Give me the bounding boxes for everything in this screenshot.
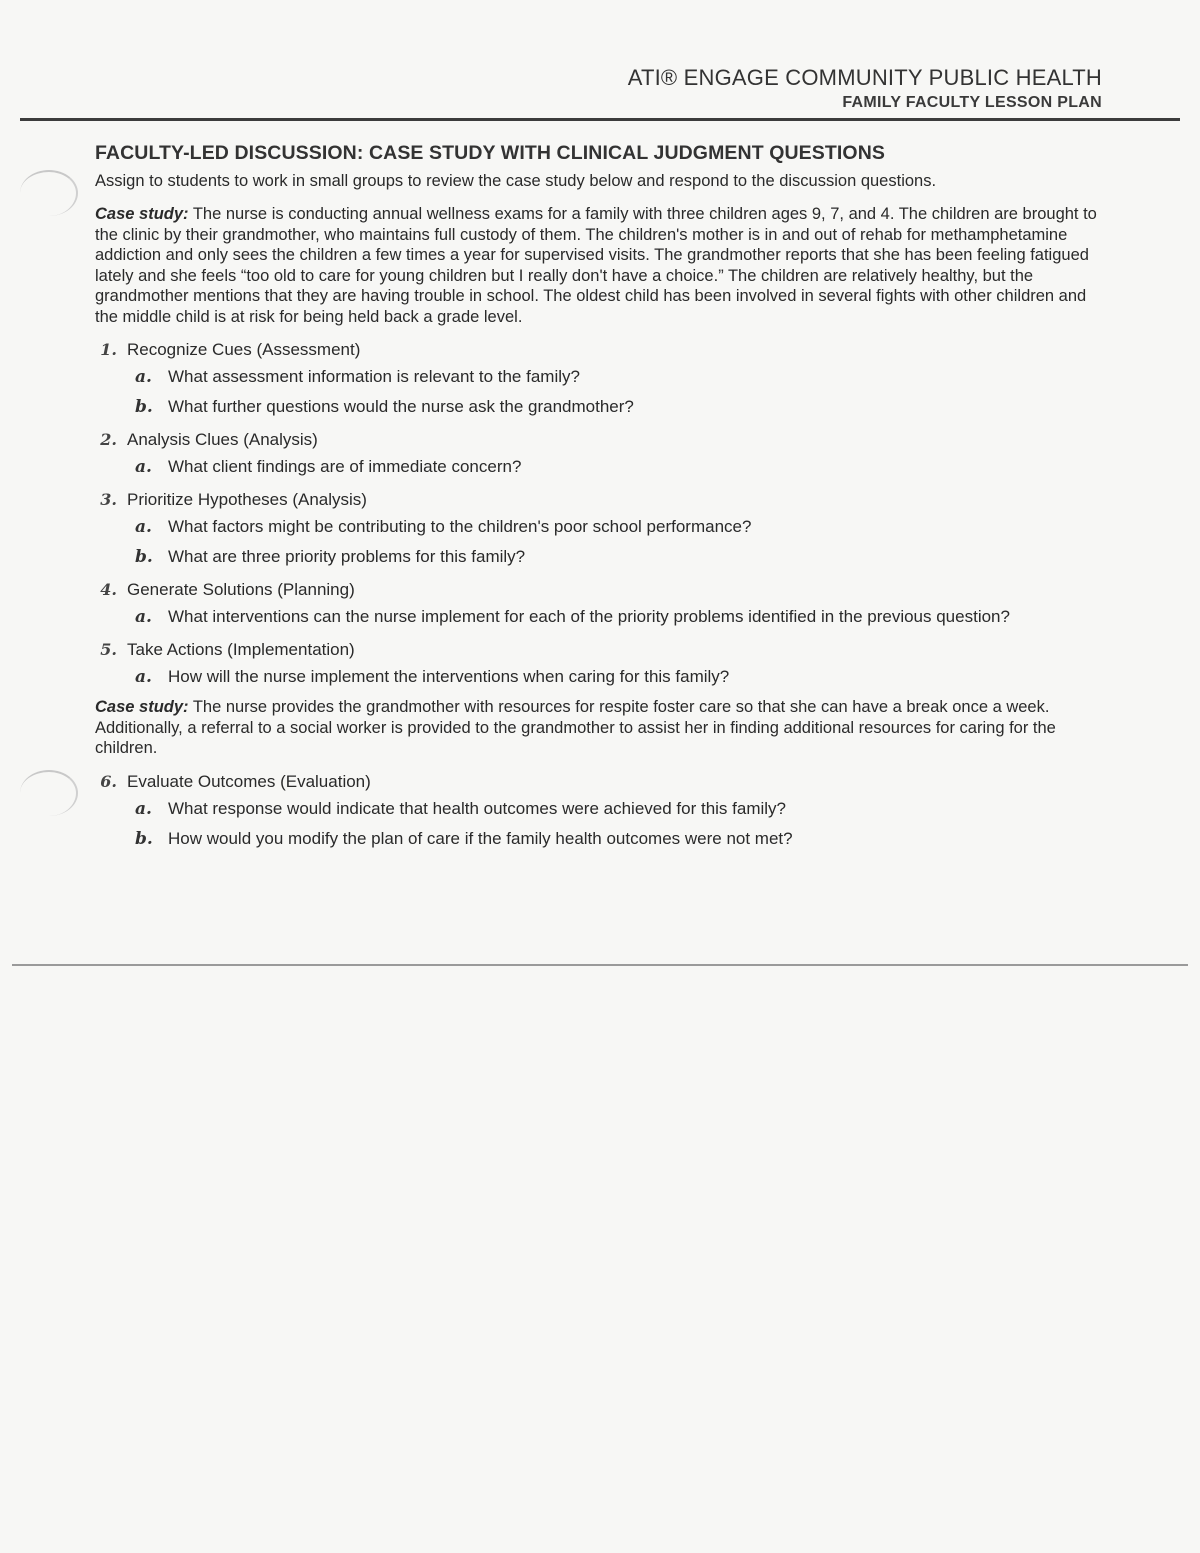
sub-question-text: How will the nurse implement the interventions when caring for this family? <box>168 667 730 686</box>
header-plan-title: FAMILY FACULTY LESSON PLAN <box>842 94 1102 111</box>
question-item <box>95 577 1100 629</box>
question-item <box>95 769 1100 851</box>
sub-question-list <box>95 797 1100 851</box>
sub-question-letter: a. <box>135 517 152 537</box>
sub-question-letter: b. <box>135 397 153 417</box>
sub-question-text: What factors might be contributing to the children's poor school performance? <box>168 517 752 536</box>
question-heading <box>95 427 1100 453</box>
sub-question-list <box>95 455 1100 479</box>
question-number: 6. <box>100 771 117 791</box>
sub-question <box>135 665 1100 689</box>
question-heading <box>95 769 1100 795</box>
question-list-1 <box>95 337 1100 689</box>
case-study-text: The nurse is conducting annual wellness exams for a family with three children ages 9, 7, and 4. The children are brought to the clinic by their grandmother, who maintains full custody of them. The children's mother is in and out of rehab for methamphetamine addiction and only sees the children a few times a year for supervised visits. The grandmother reports that she has been feeling fatigued lately and she feels “too old to care for young children but I really don't have a choice.” The children are relatively healthy, but the grandmother mentions that they are having trouble in school. The oldest child has been involved in several fights with other children and the middle child is at risk for being held back a grade level. <box>95 205 1097 326</box>
case-study-label: Case study: <box>95 205 189 223</box>
case-study-1 <box>95 204 1100 327</box>
sub-question-letter: a. <box>135 667 152 687</box>
page-header <box>628 64 1102 114</box>
question-title: Generate Solutions (Planning) <box>127 580 355 599</box>
sub-question <box>135 605 1100 629</box>
sub-question-text: What are three priority problems for this family? <box>168 547 526 566</box>
question-number: 2. <box>100 430 117 449</box>
question-number: 1. <box>100 340 117 359</box>
sub-question-letter: a. <box>135 367 152 387</box>
question-item <box>95 637 1100 689</box>
sub-question-letter: b. <box>135 547 153 567</box>
question-title: Evaluate Outcomes (Evaluation) <box>127 771 371 791</box>
question-title: Take Actions (Implementation) <box>127 640 355 659</box>
question-item <box>95 427 1100 479</box>
sub-question-list <box>95 365 1100 419</box>
sub-question <box>135 797 1100 821</box>
header-divider <box>20 118 1180 121</box>
sub-question-list <box>95 605 1100 629</box>
question-title: Analysis Clues (Analysis) <box>127 430 318 449</box>
question-list-2 <box>95 769 1100 851</box>
question-title: Recognize Cues (Assessment) <box>127 340 361 359</box>
sub-question-text: What further questions would the nurse ask the grandmother? <box>168 397 634 416</box>
sub-question-list <box>95 515 1100 569</box>
punch-hole-mark <box>20 170 78 216</box>
sub-question-text: What interventions can the nurse implement for each of the priority problems identified in the previous question? <box>168 607 1010 626</box>
case-study-label: Case study: <box>95 698 189 716</box>
sub-question <box>135 455 1100 479</box>
question-heading <box>95 337 1100 363</box>
case-study-2 <box>95 697 1100 759</box>
sub-question-text: What client findings are of immediate concern? <box>168 457 522 476</box>
question-number: 3. <box>100 490 117 509</box>
sub-question <box>135 395 1100 419</box>
sub-question <box>135 545 1100 569</box>
sub-question-letter: a. <box>135 607 152 627</box>
sub-question-text: What response would indicate that health outcomes were achieved for this family? <box>168 798 786 818</box>
question-number: 4. <box>100 580 117 599</box>
sub-question <box>135 515 1100 539</box>
question-title: Prioritize Hypotheses (Analysis) <box>127 490 367 509</box>
sub-question-letter: a. <box>135 457 152 477</box>
case-study-text: The nurse provides the grandmother with resources for respite foster care so that she can have a break once a week. Additionally, a referral to a social worker is provided to the grandmother to assist her in finding additional resources for caring for the children. <box>95 698 1056 757</box>
lesson-content <box>95 142 1100 859</box>
sub-question <box>135 827 1100 851</box>
question-item <box>95 487 1100 569</box>
header-program-title: ATI® ENGAGE COMMUNITY PUBLIC HEALTH <box>627 65 1102 90</box>
section-bottom-divider <box>12 964 1188 966</box>
sub-question-list <box>95 665 1100 689</box>
sub-question <box>135 365 1100 389</box>
question-heading <box>95 577 1100 603</box>
section-title: FACULTY-LED DISCUSSION: CASE STUDY WITH CLINICAL JUDGMENT QUESTIONS <box>95 142 885 164</box>
section-intro: Assign to students to work in small groups to review the case study below and respond to the discussion questions. <box>95 172 937 190</box>
punch-hole-mark <box>20 770 78 816</box>
question-item <box>95 337 1100 419</box>
sub-question-text: How would you modify the plan of care if the family health outcomes were not met? <box>168 828 793 848</box>
question-number: 5. <box>100 640 117 659</box>
question-heading <box>95 487 1100 513</box>
sub-question-letter: b. <box>135 828 153 849</box>
sub-question-letter: a. <box>135 798 152 819</box>
sub-question-text: What assessment information is relevant to the family? <box>168 367 580 386</box>
question-heading <box>95 637 1100 663</box>
